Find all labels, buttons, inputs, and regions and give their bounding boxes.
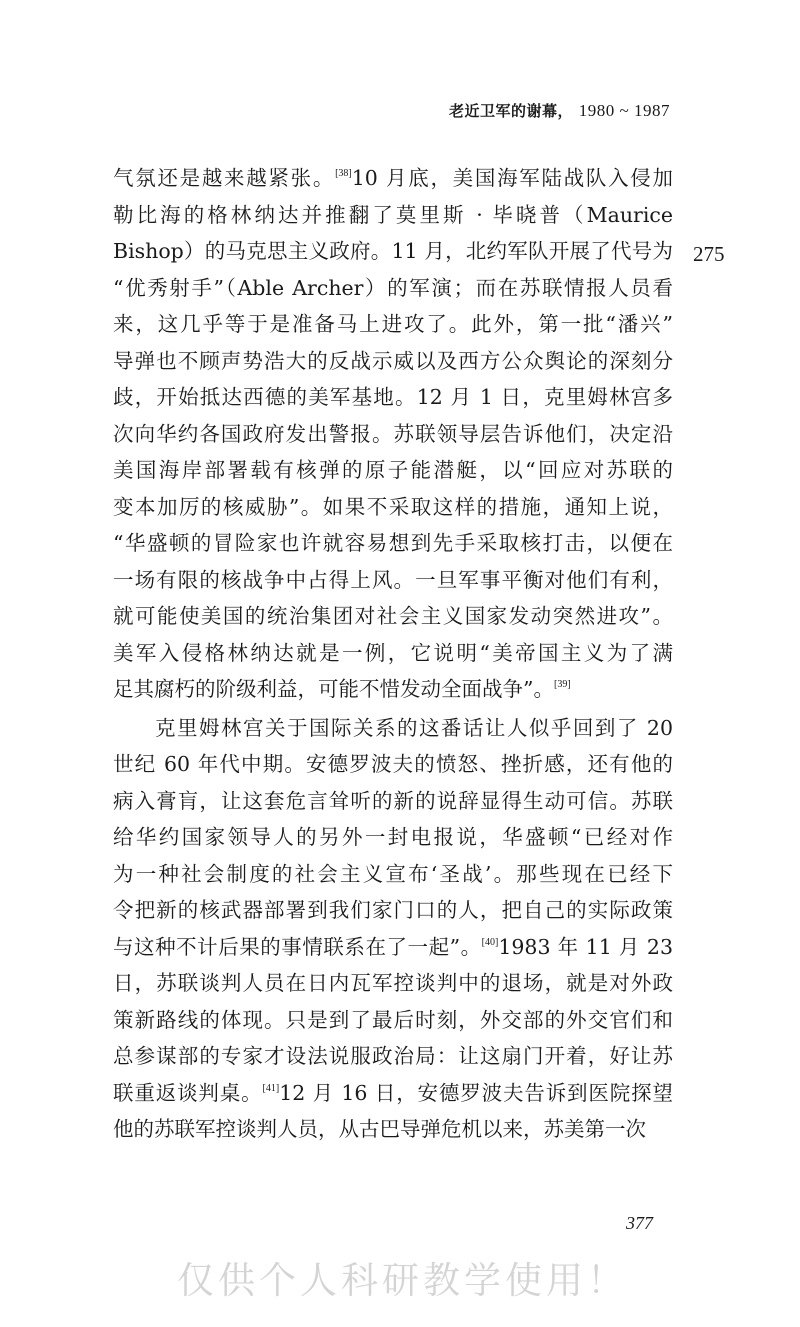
- text-run: 10 月底，美国海军陆战队入侵加: [351, 166, 674, 190]
- text-run: 他的苏联军控谈判人员，从古巴导弹危机以来，苏美第一次: [113, 1117, 646, 1141]
- text-run: 12 月 16 日，安德罗波夫告诉到医院探望: [279, 1080, 673, 1105]
- paragraph: [113, 710, 673, 1148]
- text-line: [113, 598, 673, 635]
- text-line: [113, 306, 673, 343]
- text-line: [113, 892, 673, 929]
- text-line: [113, 635, 673, 672]
- text-run: 就可能使美国的统治集团对社会主义国家发动突然进攻”。: [113, 604, 673, 628]
- text-line: [113, 160, 673, 197]
- text-line: [113, 525, 673, 562]
- text-run: 次向华约各国政府发出警报。苏联领导层告诉他们，决定沿: [113, 421, 673, 446]
- text-run: 气氛还是越来越紧张。: [113, 166, 336, 190]
- text-line: [113, 233, 673, 270]
- text-line: [113, 783, 673, 820]
- text-run: “华盛顿的冒险家也许就容易想到先手采取核打击，以便在: [113, 531, 673, 555]
- text-line: [113, 270, 673, 307]
- text-line: [113, 343, 673, 380]
- text-run: 联重返谈判桌。: [113, 1080, 263, 1105]
- text-run: 来，这几乎等于是准备马上进攻了。此外，第一批“潘兴”: [113, 312, 673, 336]
- running-head: [449, 100, 670, 121]
- footnote-marker: [40]: [481, 936, 499, 948]
- margin-page-number: 275: [693, 242, 725, 266]
- text-run: Bishop）的马克思主义政府。11 月，北约军队开展了代号为: [113, 239, 673, 263]
- text-line: [113, 1038, 673, 1075]
- text-run: 美军入侵格林纳达就是一例，它说明“美帝国主义为了满: [113, 640, 673, 665]
- text-line: [113, 1075, 673, 1112]
- text-line: [113, 965, 673, 1002]
- running-head-title: 老近卫军的谢幕，: [449, 102, 574, 120]
- text-line: [113, 856, 673, 893]
- text-line: [113, 746, 673, 783]
- text-run: 1983 年 11 月 23: [498, 934, 673, 959]
- text-run: 总参谋部的专家才设法说服政治局：让这扇门开着，好让苏: [113, 1044, 673, 1068]
- page-number: 377: [626, 1213, 653, 1233]
- text-line: [113, 1002, 673, 1039]
- text-run: 克里姆林宫关于国际关系的这番话让人似乎回到了 20: [155, 715, 673, 740]
- text-line: [113, 710, 673, 747]
- footnote-marker: [38]: [335, 168, 352, 179]
- footnote-marker: [39]: [553, 679, 571, 690]
- text-run: 美国海岸部署载有核弹的原子能潜艇，以“回应对苏联的: [113, 458, 673, 482]
- text-line: [113, 197, 673, 234]
- text-run: 为一种社会制度的社会主义宣布‘圣战’。那些现在已经下: [113, 861, 673, 886]
- paragraph: [113, 160, 673, 708]
- text-line: [113, 562, 673, 599]
- text-run: 日，苏联谈判人员在日内瓦军控谈判中的退场，就是对外政: [113, 971, 673, 995]
- text-line: [113, 819, 673, 856]
- text-line: [113, 929, 673, 966]
- text-line: [113, 379, 673, 416]
- footnote-marker: [41]: [262, 1082, 280, 1094]
- text-run: 一场有限的核战争中占得上风。一旦军事平衡对他们有利，: [113, 567, 673, 592]
- text-run: 世纪 60 年代中期。安德罗波夫的愤怒、挫折感，还有他的: [113, 752, 673, 776]
- text-run: 歧，开始抵达西德的美军基地。12 月 1 日，克里姆林宫多: [113, 385, 673, 409]
- text-line: [113, 489, 673, 526]
- text-line: [113, 1111, 673, 1148]
- text-run: 策新路线的体现。只是到了最后时刻，外交部的外交官们和: [113, 1007, 673, 1032]
- text-run: 足其腐朽的阶级利益，可能不惜发动全面战争”。: [113, 677, 554, 701]
- text-line: [113, 452, 673, 489]
- text-run: 给华约国家领导人的另外一封电报说，华盛顿“已经对作: [113, 825, 673, 849]
- text-run: 变本加厉的核威胁”。如果不采取这样的措施，通知上说，: [113, 494, 673, 519]
- running-head-range: 1980 ~ 1987: [578, 101, 670, 120]
- text-run: 与这种不计后果的事情联系在了一起”。: [113, 934, 482, 959]
- text-line: [113, 671, 673, 708]
- text-line: [113, 416, 673, 453]
- watermark: 仅供个人科研教学使用！: [177, 1259, 628, 1302]
- text-run: 病入膏肓，让这套危言耸听的新的说辞显得生动可信。苏联: [113, 788, 673, 813]
- text-run: 令把新的核武器部署到我们家门口的人，把自己的实际政策: [113, 898, 673, 922]
- text-run: 导弹也不顾声势浩大的反战示威以及西方公众舆论的深刻分: [113, 348, 673, 373]
- text-run: 勒比海的格林纳达并推翻了莫里斯 · 毕晓普（Maurice: [113, 202, 673, 227]
- text-run: “优秀射手”（Able Archer）的军演；而在苏联情报人员看: [113, 275, 673, 300]
- body-text: [113, 160, 673, 1148]
